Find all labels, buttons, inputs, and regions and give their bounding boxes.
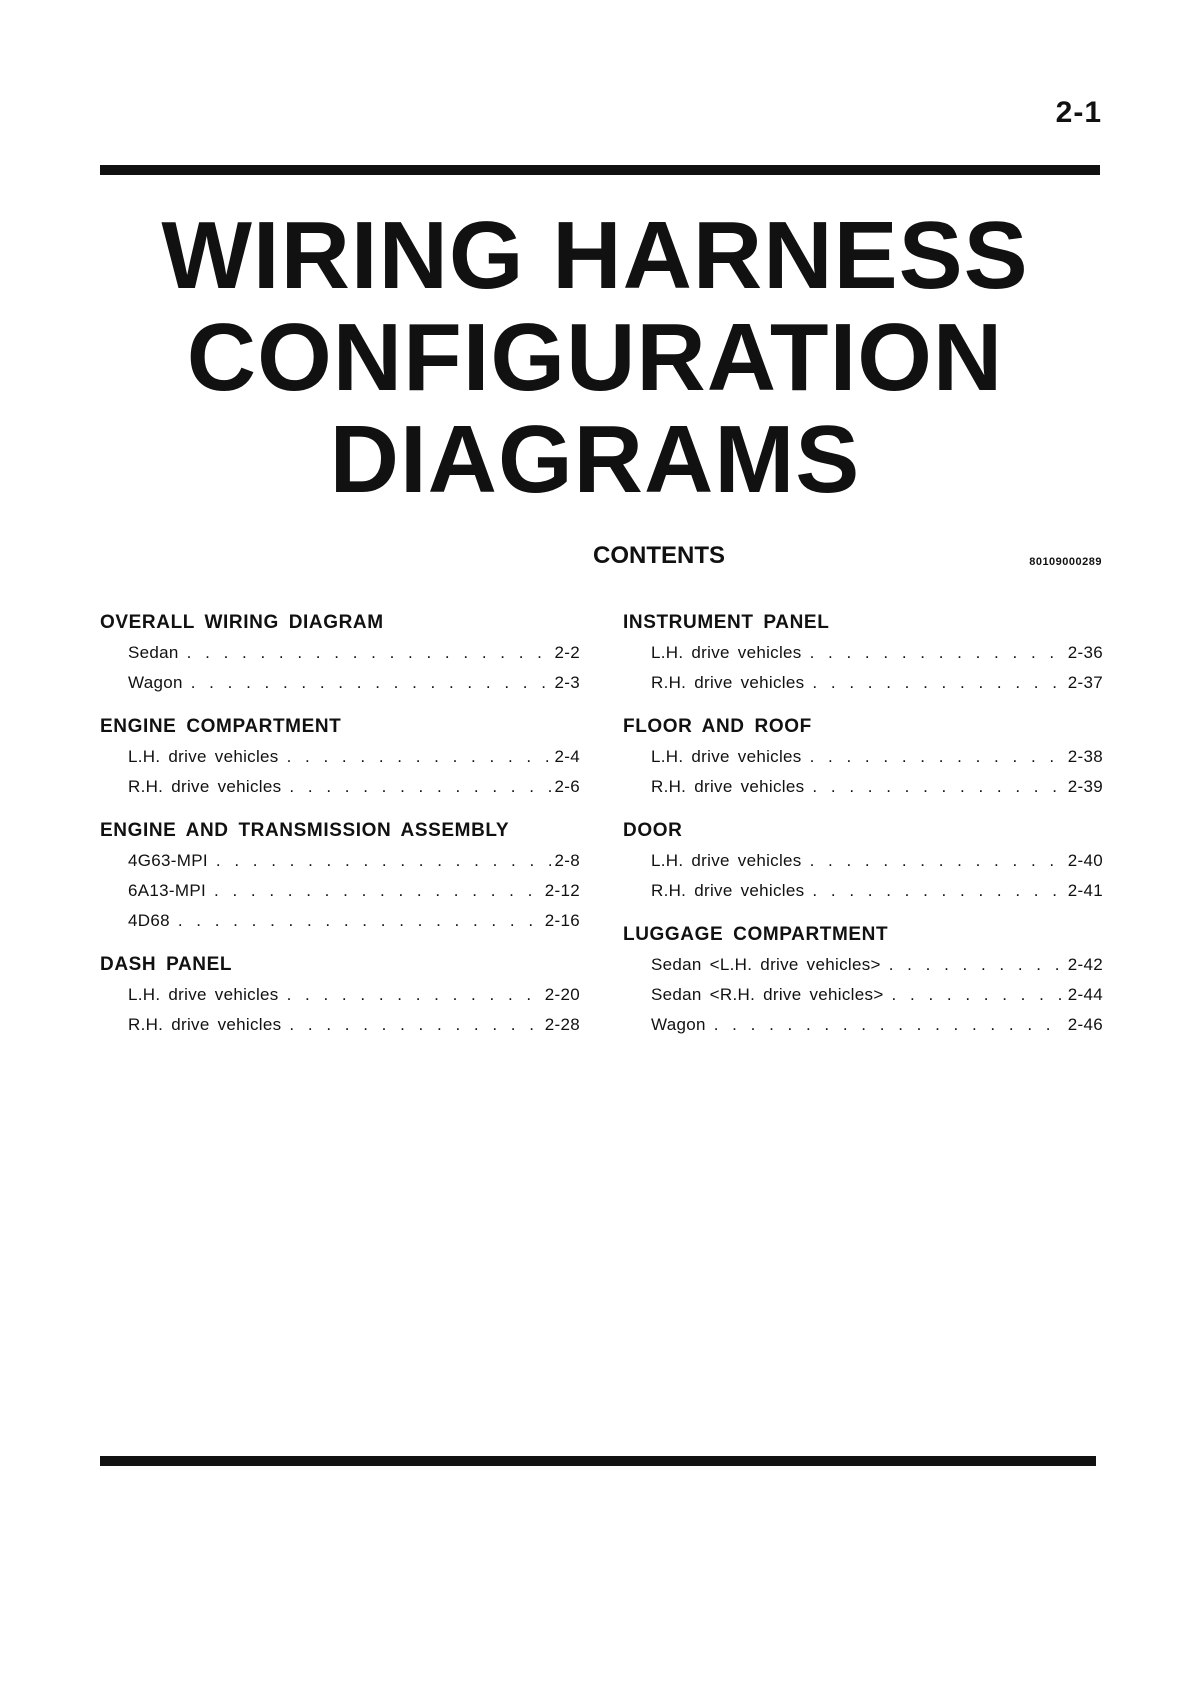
toc-entry[interactable] xyxy=(100,846,580,876)
toc-entry[interactable] xyxy=(623,638,1103,668)
page-title xyxy=(90,202,1100,513)
toc-entry-label: Wagon xyxy=(651,1015,706,1034)
toc-entry[interactable] xyxy=(623,1010,1103,1040)
toc-section xyxy=(100,816,580,936)
dot-leader xyxy=(289,772,550,802)
toc-entry-page: 2-37 xyxy=(1067,673,1103,692)
toc-entry-label: L.H. drive vehicles xyxy=(128,985,279,1004)
toc-entry[interactable] xyxy=(623,668,1103,698)
toc-entry-label: R.H. drive vehicles xyxy=(651,881,805,900)
toc-entry-page: 2-41 xyxy=(1067,881,1103,900)
toc-entry-page: 2-4 xyxy=(554,747,580,766)
title-line: WIRING HARNESS xyxy=(161,202,1029,309)
toc-entry-page: 2-39 xyxy=(1067,777,1103,796)
toc-entry-label: L.H. drive vehicles xyxy=(128,747,279,766)
dot-leader xyxy=(214,876,541,906)
toc-section-title: DASH PANEL xyxy=(100,954,233,975)
document-code: 80109000289 xyxy=(1029,556,1102,568)
title-line: DIAGRAMS xyxy=(329,406,861,513)
dot-leader xyxy=(191,668,551,698)
toc-section xyxy=(100,608,580,698)
dot-leader xyxy=(889,950,1064,980)
toc-right-column xyxy=(623,608,1103,1054)
toc-entry-page: 2-6 xyxy=(554,777,580,796)
toc-entry[interactable] xyxy=(100,980,580,1010)
toc-entry[interactable] xyxy=(623,846,1103,876)
toc-entry-page: 2-12 xyxy=(544,881,580,900)
toc-entry-page: 2-16 xyxy=(544,911,580,930)
toc-entry-page: 2-44 xyxy=(1067,985,1103,1004)
toc-section-title: OVERALL WIRING DIAGRAM xyxy=(100,612,384,633)
toc-section xyxy=(623,608,1103,698)
toc-entry[interactable] xyxy=(623,876,1103,906)
toc-section-title: FLOOR AND ROOF xyxy=(623,716,812,737)
toc-entry-page: 2-20 xyxy=(544,985,580,1004)
title-line: CONFIGURATION xyxy=(186,304,1004,411)
toc-entry-label: 4D68 xyxy=(128,911,170,930)
toc-section-title: DOOR xyxy=(623,820,683,841)
toc-entry[interactable] xyxy=(100,1010,580,1040)
toc-section xyxy=(623,712,1103,802)
toc-entry[interactable] xyxy=(100,906,580,936)
dot-leader xyxy=(812,876,1063,906)
toc-entry[interactable] xyxy=(100,876,580,906)
toc-entry-page: 2-2 xyxy=(554,643,580,662)
page-number: 2-1 xyxy=(1055,96,1102,129)
toc-left-column xyxy=(100,608,580,1054)
toc-entry[interactable] xyxy=(100,668,580,698)
toc-entry-label: Sedan xyxy=(128,643,179,662)
toc-entry[interactable] xyxy=(623,980,1103,1010)
bottom-rule xyxy=(100,1456,1096,1466)
toc-entry[interactable] xyxy=(100,772,580,802)
toc-section xyxy=(100,712,580,802)
toc-entry-page: 2-46 xyxy=(1067,1015,1103,1034)
dot-leader xyxy=(810,742,1064,772)
dot-leader xyxy=(812,668,1063,698)
toc-section-title: ENGINE COMPARTMENT xyxy=(100,716,342,737)
toc-entry-label: L.H. drive vehicles xyxy=(651,643,802,662)
toc-entry-page: 2-28 xyxy=(544,1015,580,1034)
dot-leader xyxy=(287,742,551,772)
toc-section xyxy=(623,816,1103,906)
toc-entry-page: 2-40 xyxy=(1067,851,1103,870)
dot-leader xyxy=(187,638,551,668)
dot-leader xyxy=(810,846,1064,876)
toc-section-title: LUGGAGE COMPARTMENT xyxy=(623,924,889,945)
dot-leader xyxy=(216,846,551,876)
toc-entry[interactable] xyxy=(100,638,580,668)
toc-entry-label: R.H. drive vehicles xyxy=(128,1015,282,1034)
toc-entry-label: Sedan <R.H. drive vehicles> xyxy=(651,985,884,1004)
toc-section-title: ENGINE AND TRANSMISSION ASSEMBLY xyxy=(100,820,510,841)
dot-leader xyxy=(892,980,1064,1010)
toc-entry-label: R.H. drive vehicles xyxy=(651,673,805,692)
top-rule xyxy=(100,165,1100,175)
dot-leader xyxy=(289,1010,540,1040)
dot-leader xyxy=(810,638,1064,668)
toc-entry-label: Sedan <L.H. drive vehicles> xyxy=(651,955,881,974)
toc-section-title: INSTRUMENT PANEL xyxy=(623,612,830,633)
dot-leader xyxy=(714,1010,1064,1040)
dot-leader xyxy=(812,772,1063,802)
dot-leader xyxy=(178,906,541,936)
toc-entry-label: L.H. drive vehicles xyxy=(651,747,802,766)
toc-entry-page: 2-38 xyxy=(1067,747,1103,766)
toc-entry-label: Wagon xyxy=(128,673,183,692)
toc-entry-label: R.H. drive vehicles xyxy=(128,777,282,796)
toc-entry-label: L.H. drive vehicles xyxy=(651,851,802,870)
toc-entry[interactable] xyxy=(623,950,1103,980)
toc-entry[interactable] xyxy=(100,742,580,772)
toc-entry[interactable] xyxy=(623,772,1103,802)
toc-section xyxy=(100,950,580,1040)
toc-entry-label: R.H. drive vehicles xyxy=(651,777,805,796)
contents-heading: CONTENTS xyxy=(593,542,725,569)
toc-entry-label: 4G63-MPI xyxy=(128,851,208,870)
toc-entry-page: 2-42 xyxy=(1067,955,1103,974)
toc-entry[interactable] xyxy=(623,742,1103,772)
toc-entry-page: 2-3 xyxy=(554,673,580,692)
toc-section xyxy=(623,920,1103,1040)
toc-entry-page: 2-36 xyxy=(1067,643,1103,662)
toc-entry-page: 2-8 xyxy=(554,851,580,870)
toc-entry-label: 6A13-MPI xyxy=(128,881,206,900)
dot-leader xyxy=(287,980,541,1010)
